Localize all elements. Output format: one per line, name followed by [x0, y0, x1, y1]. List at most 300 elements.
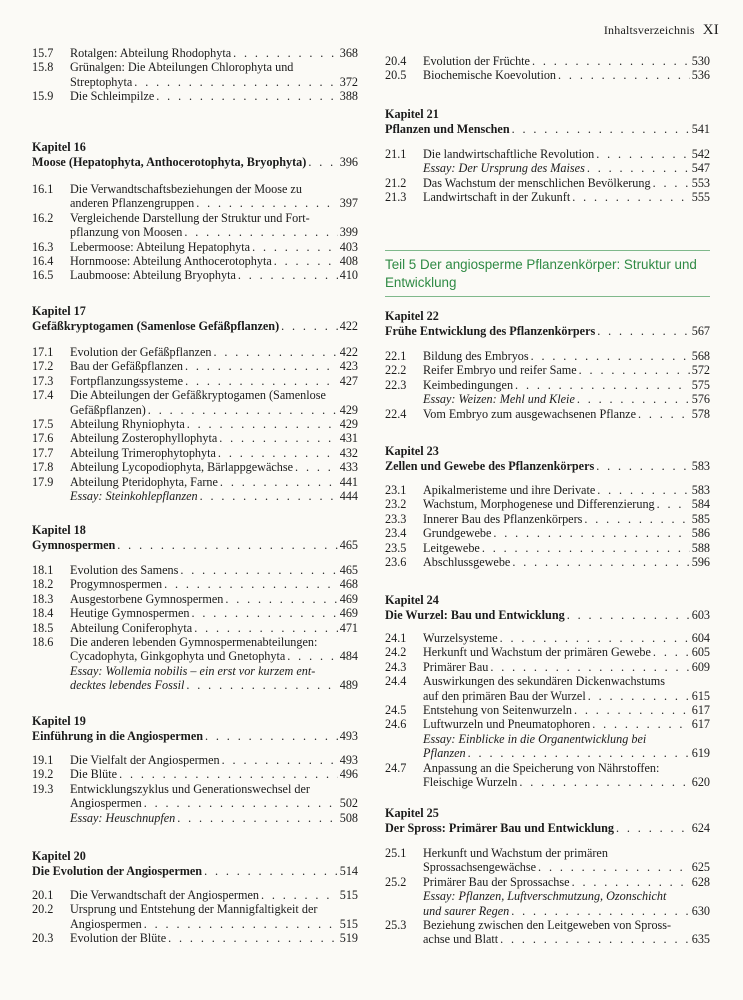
toc-entry[interactable]	[32, 460, 358, 474]
section-title: auf den primären Bau der Wurzel	[423, 688, 586, 703]
toc-entry-continuation[interactable]	[385, 860, 710, 874]
chapter-title-row[interactable]	[385, 608, 710, 623]
section-number: 17.3	[32, 373, 54, 388]
section-number: 19.2	[32, 767, 54, 782]
section-number: 18.4	[32, 606, 54, 621]
section-title: Heutige Gymnospermen	[70, 606, 190, 621]
essay-title: Essay: Steinkohlepflanzen	[70, 489, 198, 504]
section-page: 576	[691, 392, 710, 407]
section-list	[385, 147, 710, 205]
toc-entry[interactable]	[32, 89, 358, 103]
section-title: Fleischige Wurzeln	[423, 775, 518, 790]
section-page: 572	[691, 363, 710, 378]
toc-entry[interactable]	[32, 606, 358, 620]
section-page: 410	[339, 268, 358, 283]
dot-leader	[515, 378, 690, 392]
toc-entry[interactable]	[385, 761, 710, 775]
dot-leader	[185, 359, 338, 373]
section-page: 575	[691, 377, 710, 392]
section-page: 519	[339, 931, 358, 946]
chapter-title-row[interactable]	[32, 155, 358, 170]
section-title: Abteilung Zosterophyllophyta	[70, 431, 218, 446]
section-page: 586	[691, 526, 710, 541]
chapter-block	[385, 806, 710, 836]
dot-leader	[177, 811, 337, 825]
section-number: 25.3	[385, 918, 407, 933]
section-number: 22.4	[385, 406, 407, 421]
section-title: Die Vielfalt der Angiospermen	[70, 753, 220, 767]
section-page: 555	[691, 190, 710, 205]
toc-entry-continuation[interactable]	[32, 796, 358, 810]
section-title: anderen Pflanzengruppen	[70, 196, 195, 211]
dot-leader	[156, 89, 337, 103]
dot-leader	[134, 75, 337, 89]
section-page: 568	[691, 349, 710, 363]
toc-entry[interactable]	[32, 254, 358, 268]
dot-leader	[468, 746, 690, 760]
dot-leader	[574, 703, 690, 717]
dot-leader	[577, 392, 690, 406]
toc-entry[interactable]	[385, 54, 710, 68]
essay-title: und saurer Regen	[423, 903, 510, 918]
dot-leader	[222, 753, 338, 767]
dot-leader	[567, 608, 690, 623]
dot-leader	[532, 54, 690, 68]
toc-entry[interactable]	[32, 417, 358, 431]
essay-entry[interactable]	[385, 392, 710, 406]
section-number: 19.3	[32, 781, 54, 796]
section-page: 408	[339, 254, 358, 269]
section-page: 584	[691, 497, 710, 512]
dot-leader	[653, 645, 690, 659]
section-number: 21.1	[385, 147, 407, 161]
toc-entry[interactable]	[32, 359, 358, 373]
toc-entry[interactable]	[385, 68, 710, 82]
section-title: Reifer Embryo und reifer Same	[423, 363, 577, 378]
section-number: 17.4	[32, 388, 54, 403]
toc-entry[interactable]	[385, 512, 710, 526]
section-title: Ausgestorbene Gymnospermen	[70, 591, 224, 606]
chapter-title-row[interactable]	[385, 122, 710, 137]
section-number: 22.3	[385, 377, 407, 392]
dot-leader	[287, 649, 337, 663]
chapter-title-row[interactable]	[32, 538, 358, 553]
chapter-label: Kapitel 24	[385, 593, 439, 607]
toc-entry-continuation[interactable]	[32, 225, 358, 239]
toc-entry[interactable]	[32, 431, 358, 445]
toc-entry[interactable]	[385, 147, 710, 161]
section-list	[32, 46, 358, 104]
section-title: Grundgewebe	[423, 526, 492, 541]
section-title: Die Schleimpilze	[70, 89, 155, 104]
toc-entry[interactable]	[385, 918, 710, 932]
toc-entry[interactable]	[385, 526, 710, 540]
section-page: 468	[339, 577, 358, 592]
section-title: Evolution der Gefäßpflanzen	[70, 345, 212, 359]
toc-entry[interactable]	[385, 407, 710, 421]
toc-entry[interactable]	[32, 374, 358, 388]
chapter-title-row[interactable]	[32, 864, 358, 879]
section-page: 605	[691, 645, 710, 660]
section-title: Primärer Bau der Sprossachse	[423, 874, 570, 889]
dot-leader	[597, 483, 689, 497]
section-title: Gefäßpflanzen)	[70, 402, 146, 417]
toc-entry[interactable]	[32, 577, 358, 591]
toc-entry[interactable]	[32, 268, 358, 282]
section-page: 433	[339, 460, 358, 475]
dot-leader	[653, 176, 690, 190]
section-title: Wurzelsysteme	[423, 631, 498, 645]
section-title: Entstehung von Seitenwurzeln	[423, 703, 572, 718]
chapter-title-row[interactable]	[32, 319, 358, 334]
section-page: 515	[339, 888, 358, 902]
essay-entry[interactable]	[385, 889, 710, 903]
section-page: 583	[691, 483, 710, 497]
section-title: Vergleichende Darstellung der Struktur und Fort-	[70, 210, 310, 225]
section-page: 536	[691, 68, 710, 83]
section-number: 16.2	[32, 210, 54, 225]
dot-leader	[519, 775, 689, 789]
toc-entry[interactable]	[32, 60, 358, 74]
section-list	[32, 182, 358, 283]
page-number: XI	[702, 22, 719, 38]
section-title: Apikalmeristeme und ihre Derivate	[423, 483, 596, 497]
section-list	[385, 846, 710, 947]
chapter-page: 541	[691, 122, 710, 136]
dot-leader	[588, 689, 690, 703]
toc-entry[interactable]	[32, 782, 358, 796]
toc-entry[interactable]	[385, 645, 710, 659]
section-title: Wachstum, Morphogenese und Differenzierung	[423, 497, 655, 512]
dot-leader	[164, 577, 338, 591]
chapter-block	[32, 140, 358, 170]
section-list	[385, 54, 710, 83]
essay-entry[interactable]	[32, 664, 358, 678]
toc-entry[interactable]	[385, 541, 710, 555]
dot-leader	[597, 324, 689, 339]
section-title: Fortpflanzungssysteme	[70, 373, 184, 388]
dot-leader	[281, 319, 338, 334]
toc-entry[interactable]	[385, 846, 710, 860]
dot-leader	[168, 931, 338, 945]
toc-entry[interactable]	[32, 635, 358, 649]
section-number: 20.1	[32, 888, 54, 902]
chapter-title-row[interactable]	[385, 459, 710, 474]
dot-leader	[191, 606, 337, 620]
section-number: 16.3	[32, 239, 54, 254]
section-title: Die Blüte	[70, 767, 118, 782]
chapter-title: Gymnospermen	[32, 538, 116, 552]
section-page: 469	[339, 606, 358, 621]
toc-entry[interactable]	[32, 211, 358, 225]
dot-leader	[596, 147, 689, 161]
section-title: Vom Embryo zum ausgewachsenen Pflanze	[423, 406, 636, 421]
toc-entry-continuation[interactable]	[32, 917, 358, 931]
essay-title: decktes lebendes Fossil	[70, 678, 185, 693]
section-title: Rotalgen: Abteilung Rhodophyta	[70, 46, 232, 60]
section-number: 23.3	[385, 511, 407, 526]
toc-entry[interactable]	[32, 902, 358, 916]
section-number: 22.1	[385, 349, 407, 363]
dot-leader	[144, 796, 338, 810]
section-number: 21.2	[385, 175, 407, 190]
essay-title: Essay: Wollemia nobilis – ein erst vor kurzem ent-	[70, 663, 316, 678]
toc-entry[interactable]	[32, 563, 358, 577]
section-number: 24.6	[385, 717, 407, 732]
section-list	[385, 483, 710, 569]
toc-entry[interactable]	[385, 674, 710, 688]
section-title: Keimbedingungen	[423, 377, 514, 392]
chapter-title: Einführung in die Angiospermen	[32, 729, 204, 743]
section-number: 15.7	[32, 46, 54, 60]
section-number: 15.9	[32, 89, 54, 104]
toc-entry[interactable]	[32, 475, 358, 489]
toc-entry[interactable]	[32, 888, 358, 902]
dot-leader	[180, 563, 337, 577]
section-page: 588	[691, 540, 710, 555]
toc-entry[interactable]	[385, 363, 710, 377]
section-page: 628	[691, 874, 710, 889]
toc-entry[interactable]	[385, 378, 710, 392]
section-page: 399	[339, 225, 358, 240]
chapter-page: 567	[691, 324, 710, 338]
section-page: 502	[339, 796, 358, 811]
section-title: Luftwurzeln und Pneumatophoren	[423, 717, 591, 732]
dot-leader	[274, 254, 338, 268]
toc-entry[interactable]	[385, 717, 710, 731]
dot-leader	[205, 729, 338, 744]
section-page: 429	[339, 402, 358, 417]
essay-entry[interactable]	[385, 746, 710, 760]
chapter-title-row[interactable]	[32, 729, 358, 744]
section-title: Abteilung Coniferophyta	[70, 620, 193, 635]
toc-entry[interactable]	[32, 446, 358, 460]
section-number: 24.3	[385, 659, 407, 674]
section-list	[32, 753, 358, 825]
dot-leader	[185, 374, 338, 388]
toc-entry-continuation[interactable]	[385, 689, 710, 703]
section-title: Abteilung Lycopodiophyta, Bärlappgewächse	[70, 460, 294, 475]
toc-entry-continuation[interactable]	[385, 932, 710, 946]
toc-entry[interactable]	[385, 176, 710, 190]
chapter-page: 603	[691, 608, 710, 622]
dot-leader	[218, 446, 338, 460]
section-number: 23.6	[385, 555, 407, 570]
section-number: 20.5	[385, 68, 407, 83]
dot-leader	[233, 46, 338, 60]
chapter-title: Moose (Hepatophyta, Anthocerotophyta, Bryophyta)	[32, 155, 307, 169]
chapter-title: Zellen und Gewebe des Pflanzenkörpers	[385, 459, 595, 473]
chapter-block	[32, 849, 358, 879]
section-title: Anpassung an die Speicherung von Nährstoffen:	[423, 760, 660, 775]
section-list	[32, 345, 358, 503]
essay-title: Essay: Der Ursprung des Maises	[423, 161, 585, 176]
chapter-label: Kapitel 23	[385, 444, 439, 458]
chapter-page: 422	[339, 319, 358, 333]
essay-entry[interactable]	[385, 904, 710, 918]
dot-leader	[657, 497, 690, 511]
chapter-title: Die Wurzel: Bau und Entwicklung	[385, 608, 565, 622]
section-number: 17.2	[32, 359, 54, 374]
section-page: 508	[339, 810, 358, 825]
section-title: Bildung des Embryos	[423, 349, 529, 363]
section-number: 18.2	[32, 577, 54, 592]
chapter-title: Der Spross: Primärer Bau und Entwicklung	[385, 821, 615, 835]
dot-leader	[187, 417, 338, 431]
section-title: Grünalgen: Die Abteilungen Chlorophyta und	[70, 60, 294, 75]
section-title: Streptophyta	[70, 74, 133, 89]
section-page: 465	[339, 563, 358, 577]
toc-entry[interactable]	[32, 621, 358, 635]
essay-entry[interactable]	[32, 678, 358, 692]
toc-entry[interactable]	[32, 753, 358, 767]
section-page: 617	[691, 717, 710, 732]
section-number: 24.2	[385, 645, 407, 660]
section-title: Hornmoose: Abteilung Anthocerotophyta	[70, 254, 272, 269]
dot-leader	[572, 875, 690, 889]
section-page: 489	[339, 678, 358, 693]
section-page: 427	[339, 373, 358, 388]
toc-entry[interactable]	[385, 555, 710, 569]
chapter-title-row[interactable]	[385, 821, 710, 836]
section-number: 16.4	[32, 254, 54, 269]
section-page: 444	[339, 489, 358, 504]
section-title: Ursprung und Entstehung der Mannigfaltigkeit der	[70, 902, 318, 917]
section-number: 21.3	[385, 190, 407, 205]
section-title: Progymnospermen	[70, 577, 163, 592]
section-number: 18.1	[32, 563, 54, 577]
section-title: Herkunft und Wachstum der primären Gewebe	[423, 645, 651, 660]
toc-entry[interactable]	[32, 240, 358, 254]
chapter-page: 396	[339, 155, 358, 169]
toc-entry[interactable]	[385, 190, 710, 204]
essay-entry[interactable]	[385, 732, 710, 746]
section-title: Abschlussgewebe	[423, 555, 511, 570]
section-number: 20.4	[385, 54, 407, 68]
section-title: Die landwirtschaftliche Revolution	[423, 147, 595, 161]
toc-entry-continuation[interactable]	[32, 649, 358, 663]
dot-leader	[196, 196, 338, 210]
dot-leader	[579, 363, 690, 377]
section-title: Die Verwandtschaftsbeziehungen der Moose zu	[70, 182, 302, 196]
section-number: 16.5	[32, 268, 54, 283]
section-title: Leitgewebe	[423, 540, 480, 555]
toc-entry-continuation[interactable]	[32, 403, 358, 417]
toc-entry[interactable]	[385, 631, 710, 645]
section-page: 469	[339, 591, 358, 606]
section-number: 18.5	[32, 620, 54, 635]
toc-entry[interactable]	[32, 345, 358, 359]
chapter-title-row[interactable]	[385, 324, 710, 339]
section-page: 630	[691, 903, 710, 918]
section-page: 471	[339, 620, 358, 635]
section-number: 18.6	[32, 635, 54, 650]
dot-leader	[204, 864, 338, 879]
toc-entry[interactable]	[385, 483, 710, 497]
section-page: 553	[691, 175, 710, 190]
section-page: 493	[339, 753, 358, 767]
section-number: 17.8	[32, 460, 54, 475]
essay-entry[interactable]	[32, 489, 358, 503]
chapter-label: Kapitel 16	[32, 140, 86, 154]
chapter-label: Kapitel 20	[32, 849, 86, 863]
dot-leader	[148, 403, 338, 417]
chapter-block	[32, 523, 358, 553]
dot-leader	[616, 821, 690, 836]
toc-entry[interactable]	[385, 875, 710, 889]
running-header	[604, 22, 719, 39]
section-page: 423	[339, 359, 358, 374]
essay-entry[interactable]	[32, 811, 358, 825]
toc-entry[interactable]	[32, 388, 358, 402]
toc-entry[interactable]	[32, 592, 358, 606]
dot-leader	[482, 541, 690, 555]
dot-leader	[213, 345, 337, 359]
section-page: 441	[339, 474, 358, 489]
section-title: Evolution der Blüte	[70, 931, 167, 946]
section-list	[32, 888, 358, 946]
toc-entry-continuation[interactable]	[385, 775, 710, 789]
toc-entry[interactable]	[385, 349, 710, 363]
chapter-label: Kapitel 22	[385, 309, 439, 323]
dot-leader	[219, 431, 337, 445]
toc-entry-continuation[interactable]	[32, 196, 358, 210]
chapter-label: Kapitel 19	[32, 714, 86, 728]
section-number: 17.9	[32, 474, 54, 489]
section-number: 16.1	[32, 182, 54, 196]
section-page: 429	[339, 417, 358, 432]
section-list	[385, 349, 710, 421]
toc-entry[interactable]	[385, 497, 710, 511]
dot-leader	[596, 459, 690, 474]
section-title: Lebermoose: Abteilung Hepatophyta	[70, 239, 251, 254]
section-number: 23.5	[385, 540, 407, 555]
chapter-page: 583	[691, 459, 710, 473]
section-page: 585	[691, 511, 710, 526]
toc-entry[interactable]	[32, 767, 358, 781]
section-page: 604	[691, 631, 710, 645]
essay-entry[interactable]	[385, 161, 710, 175]
section-title: Primärer Bau	[423, 659, 489, 674]
chapter-page: 624	[691, 821, 710, 835]
section-page: 397	[339, 196, 358, 211]
section-page: 547	[691, 161, 710, 176]
section-title: Abteilung Trimerophytophyta	[70, 445, 216, 460]
toc-entry[interactable]	[32, 46, 358, 60]
section-title: Sprossachsengewächse	[423, 860, 537, 875]
section-title: Beziehung zwischen den Leitgeweben von Spross-	[423, 918, 672, 933]
toc-entry[interactable]	[32, 931, 358, 945]
dot-leader	[117, 538, 337, 553]
section-page: 615	[691, 688, 710, 703]
section-page: 388	[339, 89, 358, 104]
section-list	[385, 631, 710, 789]
section-number: 24.4	[385, 674, 407, 689]
section-page: 432	[339, 445, 358, 460]
chapter-block	[385, 309, 710, 339]
toc-entry[interactable]	[32, 182, 358, 196]
toc-entry[interactable]	[385, 660, 710, 674]
dot-leader	[184, 225, 337, 239]
toc-entry[interactable]	[385, 703, 710, 717]
section-title: Entwicklungszyklus und Generationswechsel der	[70, 781, 310, 796]
section-number: 17.1	[32, 345, 54, 359]
part-heading: Teil 5 Der angiosperme Pflanzenkörper: Struktur und Entwicklung	[385, 250, 710, 297]
section-number: 25.2	[385, 874, 407, 889]
section-number: 24.5	[385, 703, 407, 718]
dot-leader	[638, 407, 690, 421]
toc-entry-continuation[interactable]	[32, 75, 358, 89]
